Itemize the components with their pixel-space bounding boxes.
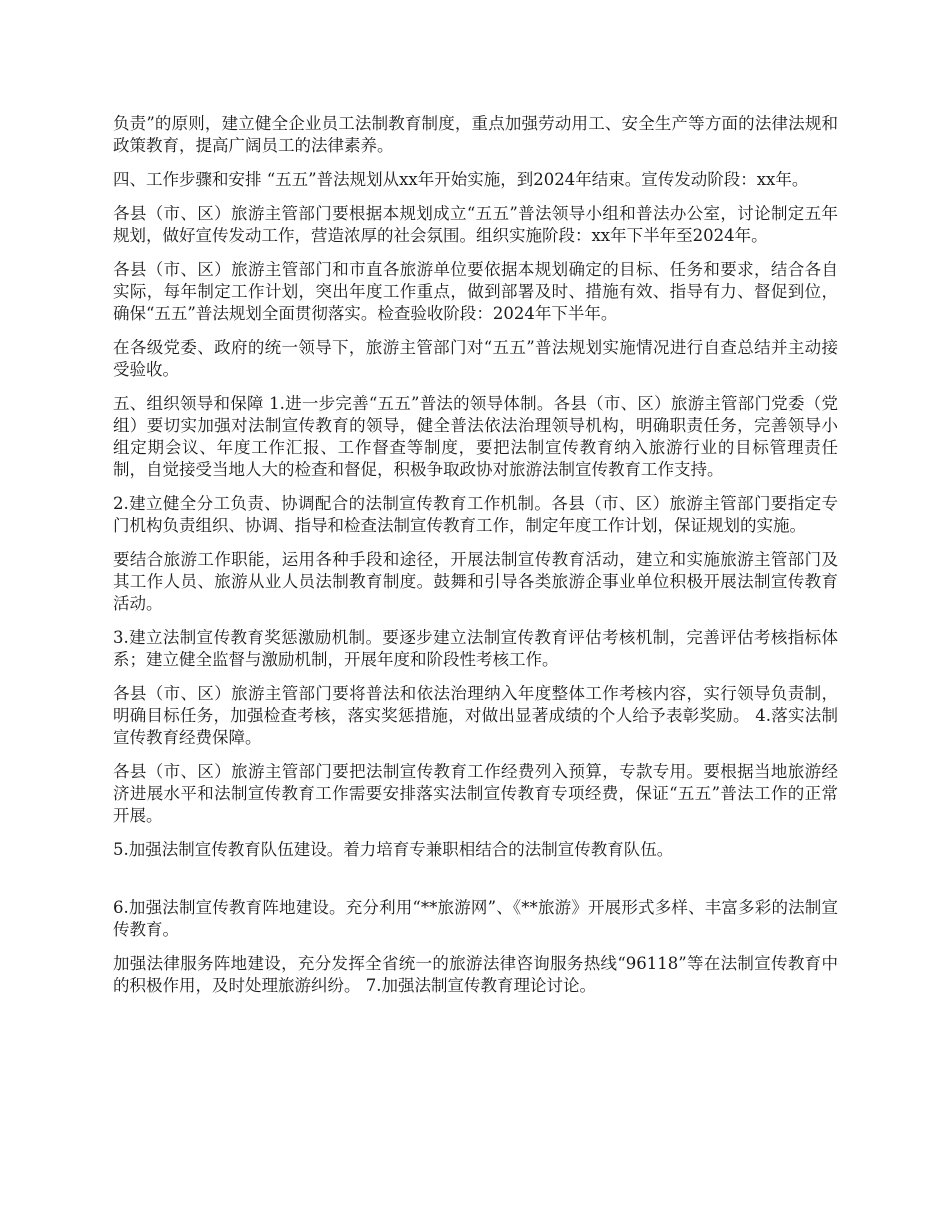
paragraph-7: 2.建立健全分工负责、协调配合的法制宣传教育工作机制。各县（市、区）旅游主管部门要指定专门机构负责组织、协调、指导和检查法制宣传教育工作，制定年度工作计划，保证规划的实施。 (113, 494, 838, 535)
paragraph-12: 5.加强法制宣传教育队伍建设。着力培育专兼职相结合的法制宣传教育队伍。 (113, 840, 674, 859)
paragraph-11: 各县（市、区）旅游主管部门要把法制宣传教育工作经费列入预算，专款专用。要根据当地旅游经济进展水平和法制宣传教育工作需要安排落实法制宣传教育专项经费，保证“五五”普法工作的正常开展。 (113, 762, 838, 825)
paragraph-1: 负责”的原则，建立健全企业员工法制教育制度，重点加强劳动用工、安全生产等方面的法律法规和政策教育，提高广阔员工的法律素养。 (113, 114, 838, 155)
paragraph-6: 五、组织领导和保障 1.进一步完善“五五”普法的领导体制。各县（市、区）旅游主管部门党委（党组）要切实加强对法制宣传教育的领导，健全普法依法治理领导机构，明确职责任务，完善领导小组定期会议、年度工作汇报、工作督查等制度，要把法制宣传教育纳入旅游行业的目标管理责任制，自觉接受当地人大的检查和督促，积极争取政协对旅游法制宣传教育工作支持。 (113, 394, 838, 479)
paragraph-10: 各县（市、区）旅游主管部门要将普法和依法治理纳入年度整体工作考核内容，实行领导负责制，明确目标任务，加强检查考核，落实奖惩措施，对做出显著成绩的个人给予表彰奖励。 4.落实法制宣传教育经费保障。 (113, 684, 838, 747)
document-page (113, 113, 838, 1009)
paragraph-9: 3.建立法制宣传教育奖惩激励机制。要逐步建立法制宣传教育评估考核机制，完善评估考核指标体系；建立健全监督与激励机制，开展年度和阶段性考核工作。 (113, 628, 838, 669)
paragraph-4: 各县（市、区）旅游主管部门和市直各旅游单位要依据本规划确定的目标、任务和要求，结合各自实际，每年制定工作计划，突出年度工作重点，做到部署及时、措施有效、指导有力、督促到位，确保“五五”普法规划全面贯彻落实。检查验收阶段：2024年下半年。 (113, 260, 838, 323)
paragraph-5: 在各级党委、政府的统一领导下，旅游主管部门对“五五”普法规划实施情况进行自查总结并主动接受验收。 (113, 338, 838, 379)
paragraph-3: 各县（市、区）旅游主管部门要根据本规划成立“五五”普法领导小组和普法办公室，讨论制定五年规划，做好宣传发动工作，营造浓厚的社会氛围。组织实施阶段：xx年下半年至2024年。 (113, 204, 838, 245)
paragraph-14: 加强法律服务阵地建设，充分发挥全省统一的旅游法律咨询服务热线“96118”等在法制宣传教育中的积极作用，及时处理旅游纠纷。 7.加强法制宣传教育理论讨论。 (113, 954, 838, 995)
paragraph-8: 要结合旅游工作职能，运用各种手段和途径，开展法制宣传教育活动，建立和实施旅游主管部门及其工作人员、旅游从业人员法制教育制度。鼓舞和引导各类旅游企事业单位积极开展法制宣传教育活动。 (113, 550, 838, 613)
paragraph-13: 6.加强法制宣传教育阵地建设。充分利用“**旅游网”、《**旅游》开展形式多样、丰富多彩的法制宣传教育。 (113, 898, 838, 939)
paragraph-2: 四、工作步骤和安排 “五五”普法规划从xx年开始实施，到2024年结束。宣传发动阶段：xx年。 (113, 170, 809, 189)
